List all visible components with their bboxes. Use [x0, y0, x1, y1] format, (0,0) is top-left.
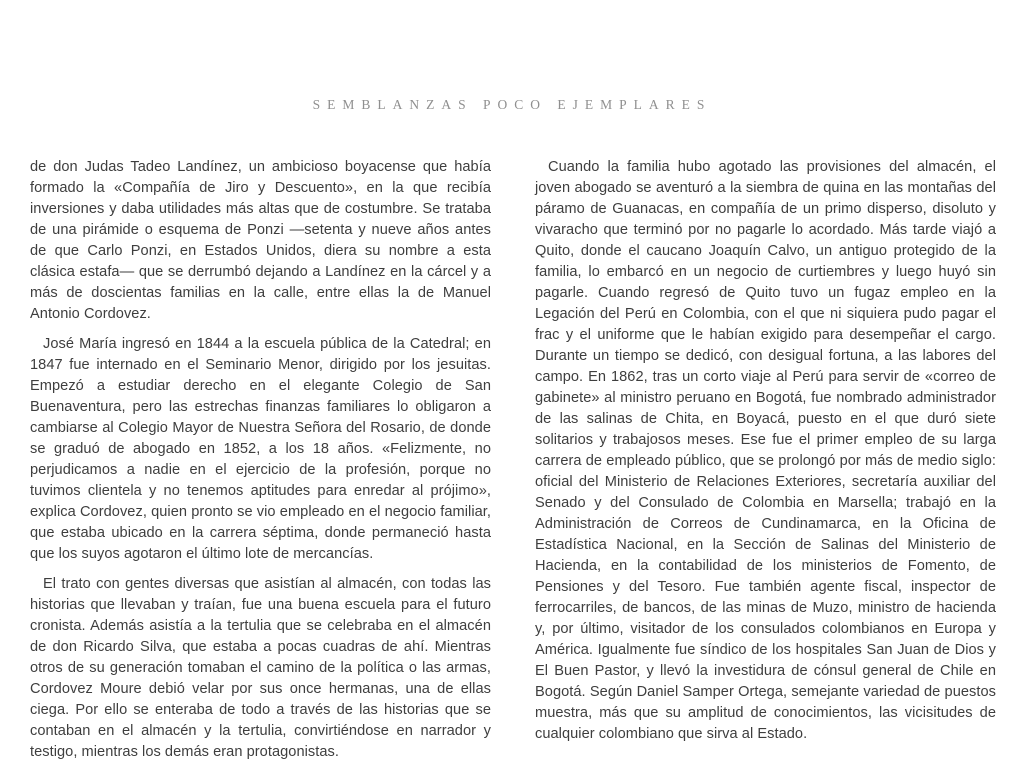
paragraph: El trato con gentes diversas que asistían al almacén, con todas las historias que llevaban y traían, fue una buena escuela para el futuro cronista. Además asistía a la tertulia que se celebraba en el almacén de don Ricardo Silva, que estaba a pocas cuadras de ahí. Mientras otros de su generación tomaban el camino de la política o las armas, Cordovez Moure debió velar por sus once hermanas, una de ellas ciega. Por ello se enteraba de todo a través de las historias que se contaban en el almacén y la tertulia, convirtiéndose en narrador y testigo, mientras los demás eran protagonistas. [30, 576, 491, 760]
paragraph: José María ingresó en 1844 a la escuela pública de la Catedral; en 1847 fue internado en el Seminario Menor, dirigido por los jesuitas. Empezó a estudiar derecho en el elegante Colegio de San Buenaventura, pero las estrechas finanzas familiares lo obligaron a cambiarse al Colegio Mayor de Nuestra Señora del Rosario, de donde se graduó de abogado en 1852, a los 18 años. «Felizmente, no perjudicamos a nadie en el ejercicio de la profesión, porque no tuvimos clientela y no tenemos aptitudes para enredar al prójimo», explica Cordovez, quien pronto se vio empleado en el negocio familiar, que estaba ubicado en la carrera séptima, donde permaneció hasta que los suyos agotaron el último lote de mercancías. [30, 336, 491, 562]
running-header: SEMBLANZAS POCO EJEMPLARES [312, 97, 712, 112]
paragraph: Cuando la familia hubo agotado las provisiones del almacén, el joven abogado se aventuró a la siembra de quina en las montañas del páramo de Guanacas, en compañía de un primo disperso, disoluto y vivaracho que terminó por no pagarle lo acordado. Más tarde viajó a Quito, donde el caucano Joaquín Calvo, un antiguo protegido de la familia, lo embarcó en un negocio de curtiembres y luego huyó sin pagarle. Cuando regresó de Quito tuvo un fugaz empleo en la Legación del Perú en Colombia, con el que ni siquiera pudo pagar el frac y el uniforme que le habían exigido para desempeñar el cargo. Durante un tiempo se dedicó, con desigual fortuna, a las labores del campo. En 1862, tras un corto viaje al Perú para servir de «correo de gabinete» al ministro peruano en Bogotá, fue nombrado administrador de las salinas de Chita, en Boyacá, puesto en el que duró siete solitarios y trabajosos meses. Ese fue el primer empleo de su larga carrera de empleado público, que se prolongó por más de medio siglo: oficial del Ministerio de Relaciones Exteriores, secretaría auxiliar del Senado y del Consulado de Colombia en Marsella; trabajó en la Administración de Correos de Cundinamarca, en la Oficina de Estadística Nacional, en la Sección de Salinas del Ministerio de Hacienda, en la contabilidad de los ministerios de Fomento, de Pensiones y del Tesoro. Fue también agente fiscal, inspector de ferrocarriles, de bancos, de las minas de Muzo, ministro de hacienda y, por último, visitador de los consulados colombianos en Europa y América. Igualmente fue síndico de los hospitales San Juan de Dios y El Buen Pastor, y llevó la investidura de cónsul general de Chile en Bogotá. Según Daniel Samper Ortega, semejante variedad de puestos muestra, más que su amplitud de conocimientos, las vicisitudes de cualquier colombiano que sirva al Estado. [535, 159, 996, 742]
right-column [535, 157, 996, 768]
left-column [30, 157, 491, 768]
two-column-layout [30, 157, 996, 768]
paragraph: de don Judas Tadeo Landínez, un ambicioso boyacense que había formado la «Compañía de Jiro y Descuento», en la que recibía inversiones y daba utilidades más altas que de costumbre. Se trataba de una pirámide o esquema de Ponzi —setenta y nueve años antes de que Carlo Ponzi, en Estados Unidos, diera su nombre a esta clásica estafa— que se derrumbó dejando a Landínez en la cárcel y a más de doscientas familias en la calle, entre ellas la de Manuel Antonio Cordovez. [30, 159, 491, 322]
